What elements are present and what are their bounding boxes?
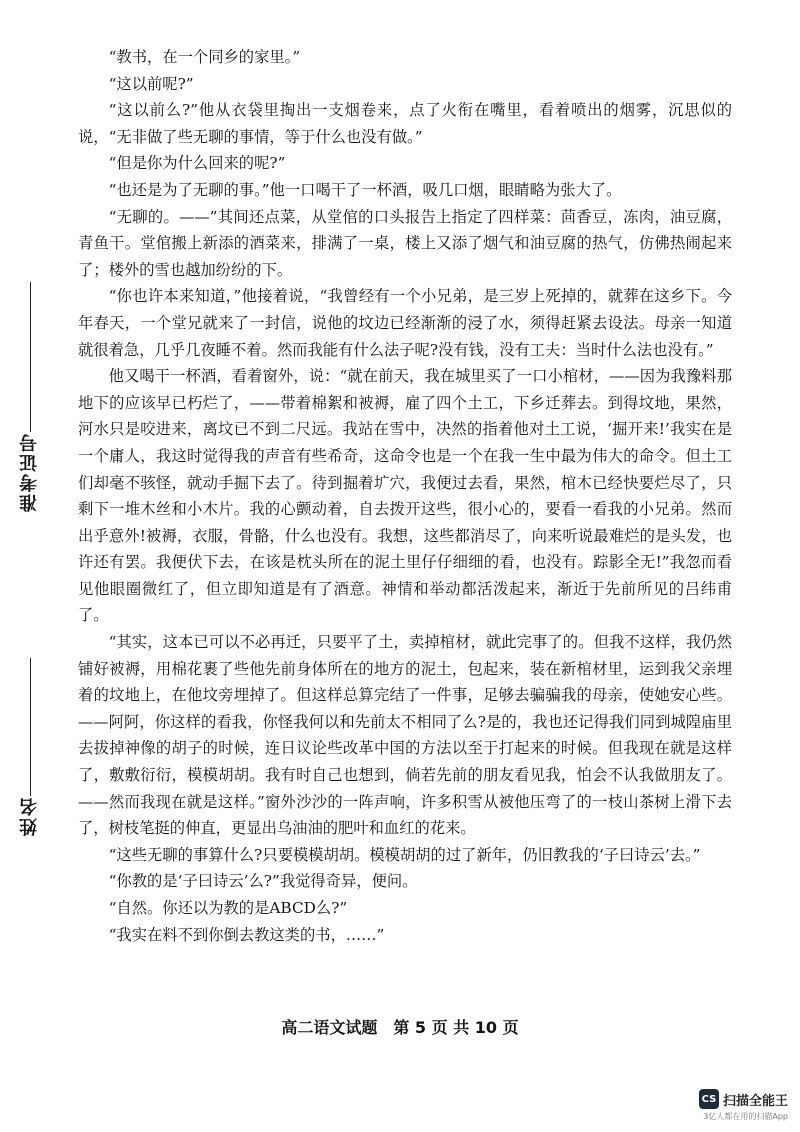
paragraph: “也还是为了无聊的事。”他一口喝干了一杯酒，吸几口烟，眼睛略为张大了。 xyxy=(108,180,622,199)
paragraph: “其实，这本已可以不必再迁，只要平了土，卖掉棺材，就此完事了的。但我不这样，我仍然铺好被褥，用棉花裹了些他先前身体所在的地方的泥土，包起来，装在新棺材里，运到我父亲埋着的坟地上，在他坟旁埋掉了。但这样总算完结了一件事，足够去骗骗我的母亲，使她安心些。——阿阿，你这样的看我，你怪我何以和先前太不相同了么?是的，我也还记得我们同到城隍庙里去拔掉神像的胡子的时候，连日议论些改革中国的方法以至于打起来的时候。但我现在就是这样了，敷敷衍衍，模模胡胡。我有时自己也想到，倘若先前的朋友看见我，怕会不认我做朋友了。——然而我现在就是这样。”窗外沙沙的一阵声响，许多积雪从被他压弯了的一枝山茶树上滑下去了，树枝笔挺的伸直，更显出乌油油的肥叶和血红的花来。 xyxy=(78,633,732,838)
name-field xyxy=(10,658,50,836)
name-label: 姓名 xyxy=(19,796,40,836)
paragraph: “教书，在一个同乡的家里。” xyxy=(108,48,301,66)
exam-id-field xyxy=(10,282,50,512)
page-footer: 高二语文试题 第 5 页 共 10 页 xyxy=(281,1018,519,1037)
watermark-tagline: 3亿人都在用的扫描App xyxy=(703,1112,788,1121)
paragraph: “这些无聊的事算什么?只要模模胡胡。模模胡胡的过了新年，仍旧教我的‘子曰诗云’去。” xyxy=(108,845,701,864)
paragraph: “自然。你还以为教的是ABCD么?” xyxy=(108,899,348,917)
paragraph: “你也许本来知道，”他接着说，“我曾经有一个小兄弟，是三岁上死掉的，就葬在这乡下。今年春天，一个堂兄就来了一封信，说他的坟边已经渐渐的浸了水，须得赶紧去设法。母亲一知道就很着急，几乎几夜睡不着。然而我能有什么法子呢?没有钱，没有工夫：当时什么法也没有。” xyxy=(78,287,732,359)
paragraph: “但是你为什么回来的呢?” xyxy=(108,154,286,173)
paragraph: “这以前呢?” xyxy=(108,74,194,93)
passage-text xyxy=(78,44,732,948)
name-write-line xyxy=(30,658,31,796)
paragraph: “我实在料不到你倒去教这类的书，……” xyxy=(108,925,385,944)
paragraph: “无聊的。——”其间还点菜，从堂倌的口头报告上指定了四样菜：茴香豆，冻肉，油豆腐，青鱼干。堂倌搬上新添的酒菜来，排满了一桌，楼上又添了烟气和油豆腐的热气，仿佛热闹起来了；楼外的雪也越加纷纷的下。 xyxy=(78,207,732,279)
exam-id-write-line xyxy=(30,282,31,432)
camscanner-logo-icon: CS xyxy=(699,1089,719,1109)
watermark-app-name: 扫描全能王 xyxy=(722,1093,788,1109)
scanner-watermark xyxy=(699,1089,788,1122)
exam-id-label: 准考证号 xyxy=(19,432,40,512)
paragraph: 他又喝干一杯酒，看着窗外，说：“就在前天，我在城里买了一口小棺材，——因为我豫料那地下的应该早已朽烂了，——带着棉絮和被褥，雇了四个土工，下乡迁葬去。到得坟地，果然，河水只是咬进来，离坟已不到二尺远。我站在雪中，决然的指着他对土工说，‘掘开来!’我实在是一个庸人，我这时觉得我的声音有些希奇，这命令也是一个在我一生中最为伟大的命令。但土工们却毫不骇怪，就动手掘下去了。待到掘着圹穴，我便过去看，果然，棺木已经快要烂尽了，只剩下一堆木丝和小木片。我的心颤动着，自去拨开这些，很小心的，要看一看我的小兄弟。然而出乎意外!被褥，衣服，骨骼，什么也没有。我想，这些都消尽了，向来听说最难烂的是头发，也许还有罢。我便伏下去，在该是枕头所在的泥土里仔仔细细的看，也没有。踪影全无!”我忽而看见他眼圈微红了，但立即知道是有了酒意。神情和举动都活泼起来，渐近于先前所见的吕纬甫了。 xyxy=(78,367,732,625)
paragraph: “你教的是‘子曰诗云’么?”我觉得奇异，便问。 xyxy=(108,872,418,891)
paragraph: “这以前么?”他从衣袋里掏出一支烟卷来，点了火衔在嘴里，看着喷出的烟雾，沉思似的说，“无非做了些无聊的事情，等于什么也没有做。” xyxy=(78,101,732,146)
